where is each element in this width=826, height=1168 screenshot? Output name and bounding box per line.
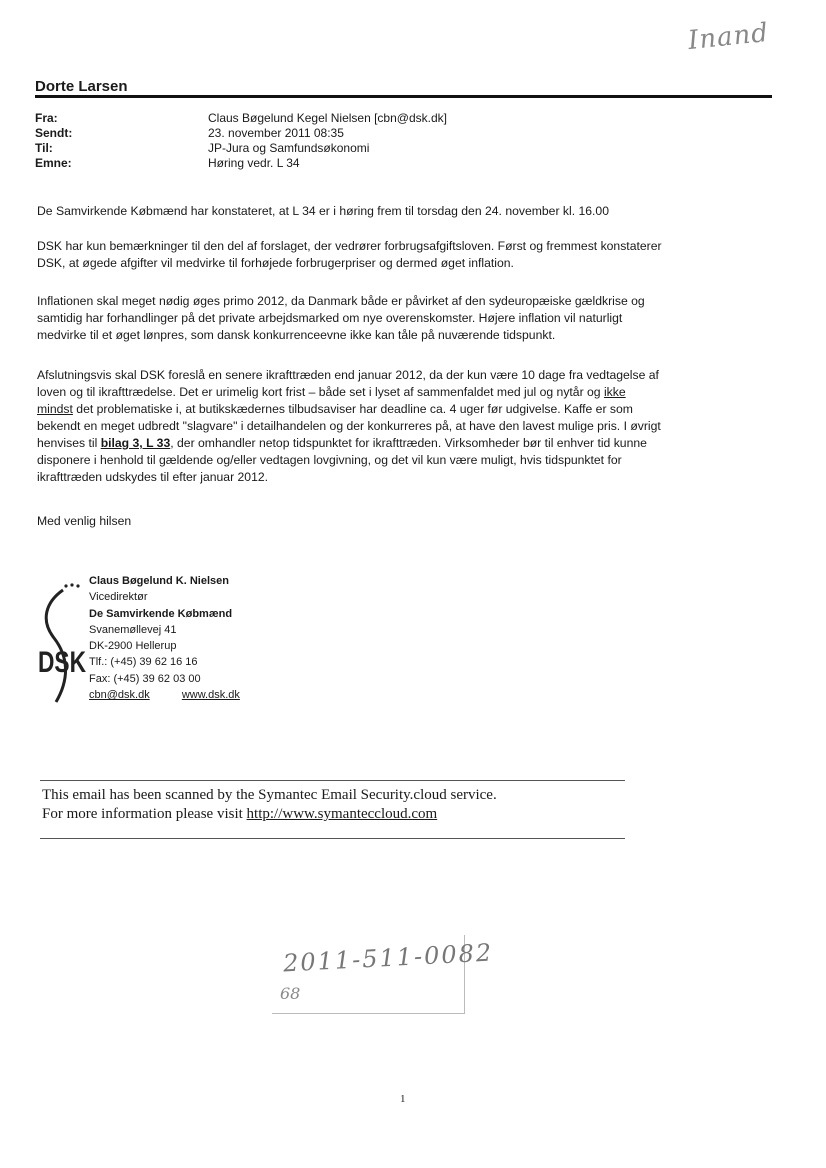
from-label: Fra: xyxy=(35,111,58,125)
paragraph-2: DSK har kun bemærkninger til den del af forslaget, der vedrører forbrugsafgiftsloven. Først og fremmest konstaterer DSK, at øgede afgifter vil medvirke til forhøjede forbrugerpriser og dermed øget inflation. xyxy=(37,239,662,270)
sender-name-heading: Dorte Larsen xyxy=(35,78,128,95)
signature-street: Svanemøllevej 41 xyxy=(89,623,177,636)
ikke-underlined: ikke xyxy=(603,385,626,399)
handwritten-subnumber: 68 xyxy=(280,984,301,1003)
signature-email-link[interactable]: cbn@dsk.dk xyxy=(89,689,150,702)
scan-notice-bottom-rule xyxy=(40,838,625,839)
signature-title: Vicedirektør xyxy=(89,591,148,604)
scan-notice-line-2: For more information please visit http://www.symanteccloud.com xyxy=(42,806,438,822)
paragraph-1: De Samvirkende Købmænd har konstateret, at L 34 er i høring frem til torsdag den 24. november kl. 16.00 xyxy=(37,204,609,218)
bilag-reference: bilag 3, L 33 xyxy=(100,436,171,450)
sent-label: Sendt: xyxy=(35,126,73,140)
signature-web-link[interactable]: www.dsk.dk xyxy=(181,689,240,702)
signature-block xyxy=(89,573,240,703)
signature-org: De Samvirkende Købmænd xyxy=(89,607,233,620)
mindst-underlined: mindst xyxy=(37,402,73,416)
signature-name: Claus Bøgelund K. Nielsen xyxy=(89,575,229,587)
paragraph-4: Afslutningsvis skal DSK foreslå en senere ikrafttræden end januar 2012, da der kun være 10 dage fra vedtagelse af loven og til ikrafttrædelse. Det er urimelig kort frist – både set i lyset af sammenfaldet med jul og nytår og ikke mindst det problematiske i, at butikskædernes tilbudsaviser har deadline ca. 4 uger før udgivelse. Kaffe er som bekendt en meget udbredt "slagvare" i detailhandelen og der konkurreres på, at have den lavest mulige pris. I øvrigt henvises til bilag 3, L 33, der omhandler netop tidspunktet for ikrafttræden. Virksomheder bør til enhver tid kunne disponere i henhold til gældende og/eller vedtagen lovgivning, og det vil kun være muligt, hvis tidspunktet for ikrafttræden udskydes til efter januar 2012. xyxy=(37,368,661,484)
handwritten-stamp: Inand xyxy=(686,17,771,57)
page-number: 1 xyxy=(400,1093,406,1105)
sent-value: 23. november 2011 08:35 xyxy=(208,126,344,140)
signature-fax: Fax: (+45) 39 62 03 00 xyxy=(89,672,201,685)
scan-notice-top-rule xyxy=(40,780,625,781)
scan-notice-line-1: This email has been scanned by the Symantec Email Security.cloud service. xyxy=(42,787,497,803)
svg-text:DSK: DSK xyxy=(38,646,87,679)
header-divider xyxy=(35,95,772,98)
from-value: Claus Bøgelund Kegel Nielsen [cbn@dsk.dk] xyxy=(208,111,447,125)
signature-phone: Tlf.: (+45) 39 62 16 16 xyxy=(89,656,198,669)
subject-label: Emne: xyxy=(35,156,72,170)
symantec-link[interactable]: http://www.symanteccloud.com xyxy=(246,806,438,822)
to-label: Til: xyxy=(35,141,53,155)
handwritten-case-number: 2011-511-0082 xyxy=(282,938,494,978)
closing-greeting: Med venlig hilsen xyxy=(37,514,132,528)
dsk-logo xyxy=(36,580,86,708)
subject-value: Høring vedr. L 34 xyxy=(208,156,300,170)
to-value: JP-Jura og Samfundsøkonomi xyxy=(208,141,370,155)
signature-city: DK-2900 Hellerup xyxy=(89,640,177,653)
paragraph-3: Inflationen skal meget nødig øges primo 2012, da Danmark både er påvirket af den sydeuropæiske gældkrise og samtidig har forhandlinger på det private arbejdsmarked om nye overenskomster. Højere inflation vil naturligt medvirke til et øget lønpres, som dansk konkurrenceevne ikke kan tåle på nuværende tidspunkt. xyxy=(37,294,645,342)
